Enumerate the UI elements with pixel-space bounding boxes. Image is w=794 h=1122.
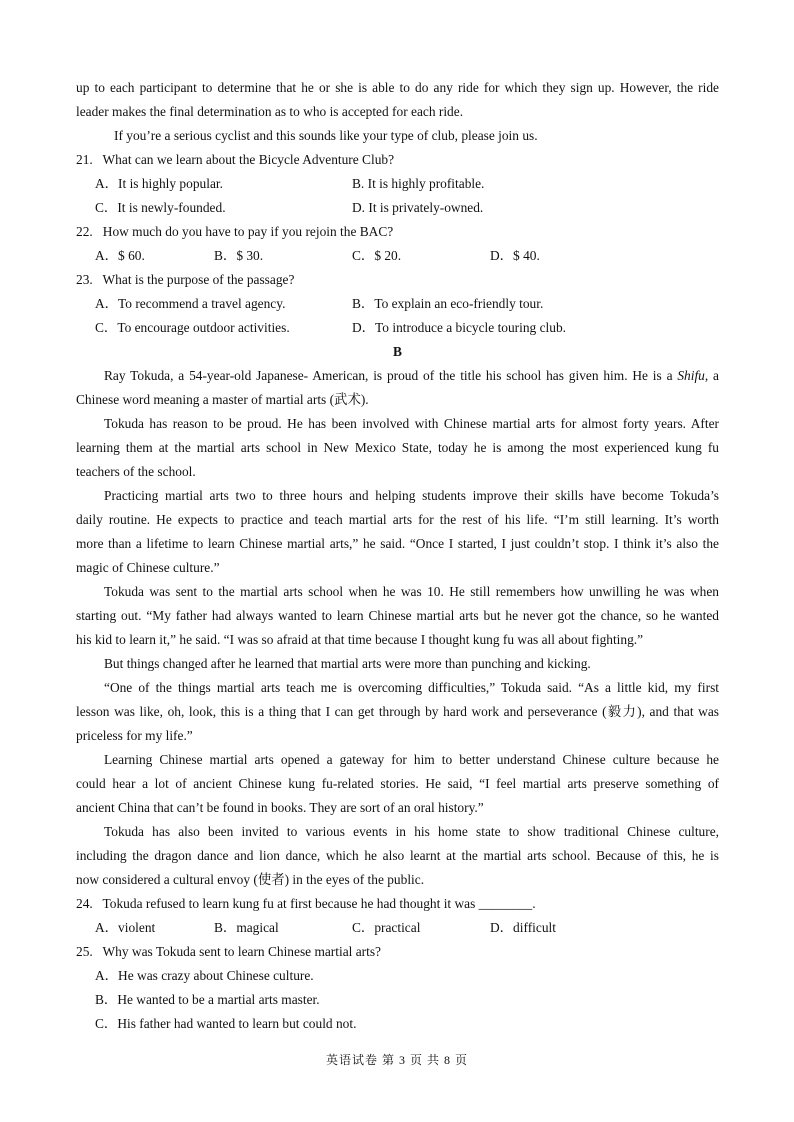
passage-b-text: now considered a cultural envoy (使者) in the eyes of the public. — [76, 872, 425, 887]
passage-b-text: Chinese word meaning a master of martial arts (武术). — [76, 392, 369, 407]
passage-b-text: his kid to learn it,” he said. “I was so afraid at that time because I thought kung fu was all about fighting.” — [76, 632, 644, 647]
passage-a-text: up to each participant to determine that he or she is able to do any ride for which they sign up. However, the ride — [76, 80, 719, 95]
question-stem: 25. Why was Tokuda sent to learn Chinese martial arts? — [76, 944, 381, 959]
passage-b-text: Tokuda was sent to the martial arts school when he was 10. He still remembers how unwilling he was when — [104, 584, 719, 599]
option-b[interactable]: B．magical — [214, 920, 279, 935]
passage-b-text: Tokuda has reason to be proud. He has been involved with Chinese martial arts for almost forty years. After — [104, 416, 719, 431]
passage-b-text: Learning Chinese martial arts opened a gateway for him to better understand Chinese culture because he — [104, 752, 719, 767]
passage-b-text: “One of the things martial arts teach me is overcoming difficulties,” Tokuda said. “As a little kid, my first — [104, 680, 719, 695]
passage-b-text: priceless for my life.” — [76, 728, 193, 743]
passage-b-text: starting out. “My father had always wanted to learn Chinese martial arts but he never got the chance, so he wanted — [76, 608, 719, 623]
page-footer: 英语试卷 第 3 页 共 8 页 — [325, 1053, 468, 1067]
passage-b-text: more than a lifetime to learn Chinese martial arts,” he said. “Once I started, I just couldn’t stop. I think it’s also the — [76, 536, 719, 551]
option-c[interactable]: C．His father had wanted to learn but could not. — [95, 1016, 357, 1031]
question-stem: 22. How much do you have to pay if you rejoin the BAC? — [76, 224, 394, 239]
option-row — [76, 292, 719, 316]
option-c[interactable]: C．It is newly-founded. — [95, 200, 226, 215]
passage-b-text: teachers of the school. — [76, 464, 196, 479]
passage-b-text-part: , a — [704, 368, 719, 383]
option-row — [76, 172, 719, 196]
option-row — [76, 916, 719, 940]
passage-b-text: learning them at the martial arts school in New Mexico State, today he is among the most experienced kung fu — [76, 440, 719, 455]
passage-b-text-part: Ray Tokuda, a 54-year-old Japanese- American, is proud of the title his school has given him. He is a — [104, 368, 678, 383]
option-b[interactable]: B. It is highly profitable. — [352, 176, 485, 191]
option-c[interactable]: C．To encourage outdoor activities. — [95, 320, 290, 335]
option-a[interactable]: A．To recommend a travel agency. — [95, 296, 286, 311]
exam-page — [76, 76, 719, 1036]
option-a[interactable]: A．He was crazy about Chinese culture. — [95, 968, 314, 983]
option-row — [76, 196, 719, 220]
option-c[interactable]: C．$ 20. — [352, 248, 402, 263]
passage-b-text: including the dragon dance and lion dance, which he also learnt at the martial arts school. Because of this, he is — [76, 848, 719, 863]
option-a[interactable]: A．$ 60. — [95, 248, 145, 263]
option-b[interactable]: B．$ 30. — [214, 248, 264, 263]
option-row — [76, 244, 719, 268]
option-d[interactable]: D．difficult — [490, 920, 556, 935]
option-d[interactable]: D．$ 40. — [490, 248, 540, 263]
option-d[interactable]: D．To introduce a bicycle touring club. — [352, 320, 566, 335]
passage-b-text: Tokuda has also been invited to various events in his home state to show traditional Chinese culture, — [104, 824, 719, 839]
passage-b-italic-term: Shifu — [677, 368, 705, 383]
option-a[interactable]: A．violent — [95, 920, 156, 935]
option-d[interactable]: D. It is privately-owned. — [352, 200, 484, 215]
option-row — [76, 316, 719, 340]
passage-b-text: daily routine. He expects to practice and teach martial arts for the rest of his life. “I’m still learning. It’s worth — [76, 512, 719, 527]
option-c[interactable]: C．practical — [352, 920, 421, 935]
option-b[interactable]: B．To explain an eco-friendly tour. — [352, 296, 544, 311]
passage-b-text: lesson was like, oh, look, this is a thing that I can get through by hard work and perseverance (毅力), and that was — [76, 704, 719, 719]
passage-b-text: Practicing martial arts two to three hours and helping students improve their skills have become Tokuda’s — [104, 488, 719, 503]
question-stem: 23. What is the purpose of the passage? — [76, 272, 295, 287]
passage-b-text: But things changed after he learned that martial arts were more than punching and kicking. — [104, 656, 591, 671]
passage-b-text — [76, 364, 719, 388]
option-a[interactable]: A．It is highly popular. — [95, 176, 223, 191]
passage-b-text: ancient China that can’t be found in books. They are sort of an oral history.” — [76, 800, 484, 815]
question-stem: 24. Tokuda refused to learn kung fu at first because he had thought it was ________. — [76, 896, 536, 911]
passage-a-text: leader makes the final determination as to who is accepted for each ride. — [76, 104, 464, 119]
question-stem: 21. What can we learn about the Bicycle Adventure Club? — [76, 152, 395, 167]
passage-b-text: magic of Chinese culture.” — [76, 560, 220, 575]
passage-a-text: If you’re a serious cyclist and this sounds like your type of club, please join us. — [114, 128, 538, 143]
section-heading: B — [393, 344, 402, 359]
option-b[interactable]: B．He wanted to be a martial arts master. — [95, 992, 320, 1007]
passage-b-text: could hear a lot of ancient Chinese kung fu-related stories. He said, “I feel martial arts preserve something of — [76, 776, 719, 791]
